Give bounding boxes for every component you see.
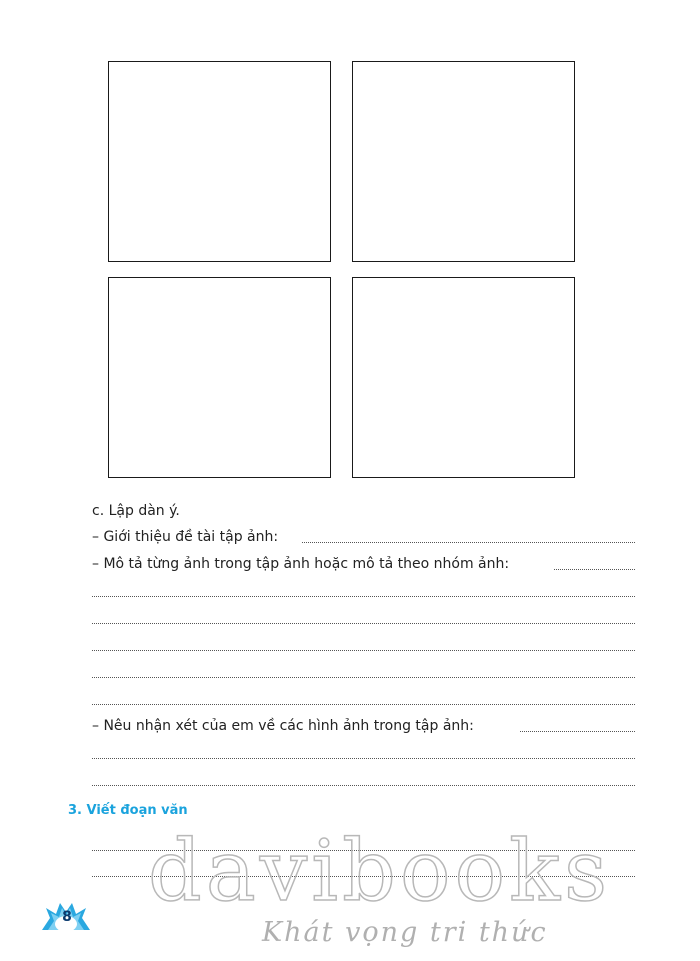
answer-dots bbox=[92, 758, 635, 759]
page-number: 8 bbox=[62, 909, 72, 925]
answer-line[interactable] bbox=[92, 769, 635, 791]
comment-line bbox=[92, 715, 635, 737]
answer-line[interactable] bbox=[92, 742, 635, 764]
photo-box-4 bbox=[352, 277, 575, 478]
answer-dots bbox=[92, 623, 635, 624]
intro-label: – Giới thiệu đề tài tập ảnh: bbox=[92, 529, 279, 545]
watermark-tagline: Khát vọng tri thức bbox=[262, 917, 548, 948]
describe-label: – Mô tả từng ảnh trong tập ảnh hoặc mô tả theo nhóm ảnh: bbox=[92, 556, 510, 572]
intro-answer-dots[interactable] bbox=[302, 542, 635, 543]
answer-dots bbox=[92, 785, 635, 786]
answer-dots bbox=[92, 596, 635, 597]
photo-box-1 bbox=[108, 61, 331, 262]
watermark-brand: davibooks bbox=[148, 822, 612, 920]
section-3-title: 3. Viết đoạn văn bbox=[68, 803, 188, 818]
photo-box-2 bbox=[352, 61, 575, 262]
answer-line[interactable] bbox=[92, 607, 635, 629]
intro-line bbox=[92, 526, 635, 548]
answer-dots bbox=[92, 704, 635, 705]
answer-dots bbox=[92, 650, 635, 651]
answer-line[interactable] bbox=[92, 580, 635, 602]
describe-line bbox=[92, 553, 635, 575]
describe-answer-dots[interactable] bbox=[554, 569, 635, 570]
answer-line[interactable] bbox=[92, 688, 635, 710]
comment-answer-dots[interactable] bbox=[520, 731, 635, 732]
outline-heading: c. Lập dàn ý. bbox=[92, 503, 180, 519]
answer-line[interactable] bbox=[92, 634, 635, 656]
comment-label: – Nêu nhận xét của em về các hình ảnh trong tập ảnh: bbox=[92, 718, 474, 734]
photo-box-3 bbox=[108, 277, 331, 478]
answer-dots bbox=[92, 677, 635, 678]
answer-line[interactable] bbox=[92, 661, 635, 683]
